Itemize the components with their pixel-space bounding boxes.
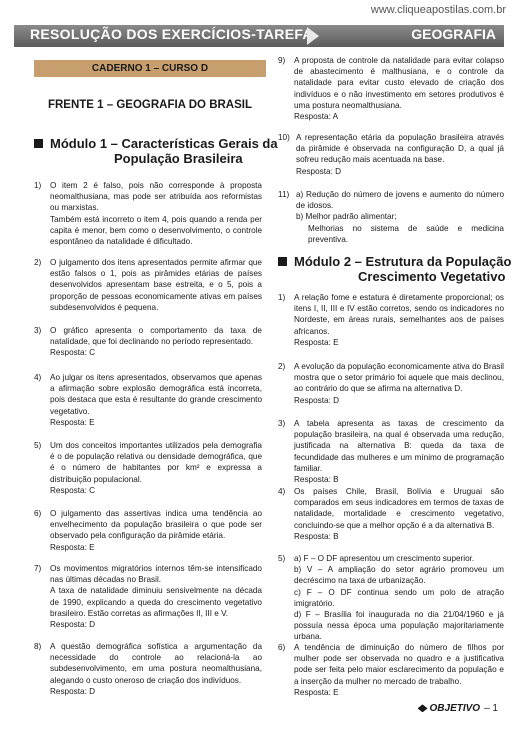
header-subject: GEOGRAFIA (411, 26, 496, 42)
item-number: 5) (278, 554, 286, 563)
objetivo-logo-icon (418, 704, 428, 712)
item-text (294, 361, 504, 406)
item-answer: Resposta: C (50, 485, 96, 495)
left-item-2 (34, 257, 262, 317)
modulo-2-title: Módulo 2 – Estrutura da População (294, 254, 512, 269)
item-text-main: A representação etária da população brasileira através da pirâmide é observada na configuração D, a qual já sofreu redução mais acentuada na base. (296, 133, 504, 165)
item-text-main: Um dos conceitos importantes utilizados pela demografia é o de população relativa ou densidade demográfica, que é o número de habitantes por km² e expressa a distribuição populacional. (50, 441, 262, 484)
item-text (294, 486, 504, 542)
right-item-m2-4 (278, 486, 504, 544)
caderno-label: CADERNO 1 – CURSO D (34, 60, 266, 77)
item-text (50, 325, 262, 359)
item-text-main: A tendência de diminuição do número de filhos por mulher pode ser observada no quadro e a justificativa pode ser feita pelo maior esclarecimento da população e a inserção da mulher no mercado de trabalho. (294, 643, 504, 686)
item-text (294, 55, 504, 122)
item-text (296, 189, 504, 245)
left-item-5 (34, 440, 262, 500)
item-11-b2: Melhorias no sistema de saúde e medicina preventiva. (308, 223, 504, 244)
item-answer: Resposta: B (294, 531, 339, 541)
item-answer: Resposta: D (294, 395, 340, 405)
item-text-main: Os países Chile, Brasil, Bolívia e Uruguai são comparados em seus indicadores em termos de taxas de natalidade, mortalidade e crescimento vegetativo, concluindo-se que a melhor opção é a da alternativa B. (294, 487, 504, 530)
item-number: 5) (34, 441, 42, 450)
item-text-main: Ao julgar os itens apresentados, observamos que apenas a afirmação sobre explosão demográfica está incorreta, pois destaca que esta é resultante do grande crescimento vegetativo. (50, 373, 262, 416)
item-text: O julgamento dos itens apresentados permite afirmar que estão falsos o 1, pois as pirâmides etárias de países desenvolvidos apresentam base estreita, e o 5, pois a proporção de pessoas economicamente ativas em países subdesenvolvidos é pequena. (50, 258, 262, 312)
modulo-2-heading (278, 254, 512, 286)
right-item-m2-3 (278, 418, 504, 485)
right-item-9 (278, 55, 504, 125)
bullet-square-icon (34, 139, 43, 148)
frente-title: FRENTE 1 – GEOGRAFIA DO BRASIL (47, 99, 253, 111)
footer-brand (418, 703, 498, 714)
item-answer: Resposta: E (294, 687, 339, 697)
item-text-main: A tabela apresenta as taxas de crescimento da população brasileira, na qual é observada uma redução, justificada na alternativa B: queda da taxa de fecundidade das mulheres e um mínimo de programação familiar. (294, 419, 504, 473)
item-number: 10) (278, 133, 290, 142)
item-text (294, 642, 504, 698)
item-text-extra: Também está incorreto o item 4, pois quando a renda per capita é menor, bem como o desenvolvimento, o controle espontâneo da natalidade é dificultado. (50, 214, 262, 247)
item-number: 1) (278, 293, 286, 302)
item-answer: Resposta: D (296, 166, 342, 176)
item-number: 3) (34, 326, 42, 335)
item-answer: Resposta: E (294, 337, 339, 347)
modulo-1-title: Módulo 1 – Características Gerais da (50, 136, 278, 151)
item-text-main: A evolução da população economicamente ativa do Brasil mostra que o setor primário foi aquele que mais declinou, ao contrário do que se afirma na alternativa D. (294, 362, 504, 394)
item-number: 6) (34, 509, 42, 518)
item-text-main: A questão demográfica sofística a argumentação da necessidade do controle ao relacioná-la ao subdesenvolvimento, em uma postura neomalthusiana, alegando o custo oneroso de criação dos indivíduos. (50, 642, 262, 685)
item-text (50, 563, 262, 630)
left-item-4 (34, 372, 262, 432)
item-number: 9) (278, 56, 286, 65)
bullet-square-icon (278, 257, 287, 266)
item-text (50, 641, 262, 697)
item-number: 4) (278, 487, 286, 496)
item-number: 3) (278, 419, 286, 428)
left-item-1 (34, 180, 262, 260)
item-number: 8) (34, 642, 42, 651)
item-number: 2) (34, 258, 42, 267)
item-answer: Resposta: E (50, 542, 95, 552)
right-item-m2-2 (278, 361, 504, 409)
item-text (296, 132, 504, 177)
item-answer: Resposta: E (50, 417, 95, 427)
item-text-main: A relação fome e estatura é diretamente proporcional; os itens I, II, III e IV estão corretos, sendo os indicadores no Nordeste, em áreas rurais, semelhantes aos de países africanos. (294, 293, 504, 336)
item-answer: Resposta: B (294, 475, 339, 485)
item-text-main: O item 2 é falso, pois não corresponde à proposta neomalthusiana, mas pode ser atribuída aos reformistas ou marxistas. (50, 181, 262, 213)
item-text (294, 553, 504, 643)
site-url[interactable]: www.cliqueapostilas.com.br (370, 4, 506, 16)
left-item-8 (34, 641, 262, 701)
item-text (50, 508, 262, 553)
item-text-main: Os movimentos migratórios internos têm-se intensificado nas últimas décadas no Brasil. (50, 564, 262, 585)
item-5-b: b) V – A ampliação do setor agrário promoveu um decréscimo na taxa de urbanização. (294, 565, 504, 586)
item-text (294, 292, 504, 348)
header-arrow-icon (307, 27, 319, 45)
item-text-extra: A taxa de natalidade diminuiu sensivelmente na década de 1990, explicando a queda do crescimento vegetativo brasileiro. Estão corretas as afirmações II, III e V. (50, 586, 262, 618)
item-5-d: d) F – Brasília foi inaugurada no dia 21/04/1960 e já possuía nessa época uma população majoritariamente urbana. (294, 610, 504, 642)
item-text-main: O gráfico apresenta o comportamento da taxa de natalidade, que foi declinando no período representado. (50, 326, 262, 347)
item-text (50, 372, 262, 428)
item-answer: Resposta: C (50, 348, 96, 358)
right-item-10 (278, 132, 504, 180)
item-5-a: a) F – O DF apresentou um crescimento superior. (294, 554, 475, 563)
page-number: – 1 (484, 703, 498, 714)
header-title: RESOLUÇÃO DOS EXERCÍCIOS-TAREFA (30, 26, 313, 42)
header-bar (14, 25, 504, 47)
modulo-1-heading (34, 136, 278, 168)
item-11-a: a) Redução do número de jovens e aumento do número de idosos. (296, 190, 504, 211)
item-text (50, 440, 262, 496)
modulo-1-subtitle: População Brasileira (114, 151, 243, 166)
right-item-m2-5 (278, 553, 504, 642)
item-text-main: A proposta de controle da natalidade para evitar colapso de abastecimento é malthusiana, e o controle da natalidade para evitar custo elevado de criação dos indivíduos e o não investimento em setores produtivos é uma postura neomalthusiana. (294, 56, 504, 110)
item-text (50, 180, 262, 247)
item-answer: Resposta: D (50, 686, 96, 696)
item-answer: Resposta: D (50, 620, 96, 630)
item-text-main: O julgamento das assertivas indica uma tendência ao envelhecimento da população brasileira o que pode ser observado pela configuração da pirâmide etária. (50, 509, 262, 541)
left-item-3 (34, 325, 262, 365)
left-item-7 (34, 563, 262, 635)
left-item-6 (34, 508, 262, 558)
footer-brand-label: OBJETIVO (429, 703, 481, 714)
item-number: 11) (278, 190, 290, 199)
item-number: 6) (278, 643, 286, 652)
right-item-m2-1 (278, 292, 504, 350)
right-item-11 (278, 189, 504, 244)
item-number: 2) (278, 362, 286, 371)
right-item-m2-6 (278, 642, 504, 700)
item-11-b: b) Melhor padrão alimentar; (296, 212, 397, 222)
modulo-2-subtitle: Crescimento Vegetativo (358, 269, 506, 284)
item-number: 4) (34, 373, 42, 382)
item-answer: Resposta: A (294, 112, 339, 122)
item-5-c: c) F – O DF continua sendo um polo de atração imigratório. (294, 587, 504, 608)
item-number: 7) (34, 564, 42, 573)
item-text (294, 418, 504, 485)
item-number: 1) (34, 181, 42, 190)
